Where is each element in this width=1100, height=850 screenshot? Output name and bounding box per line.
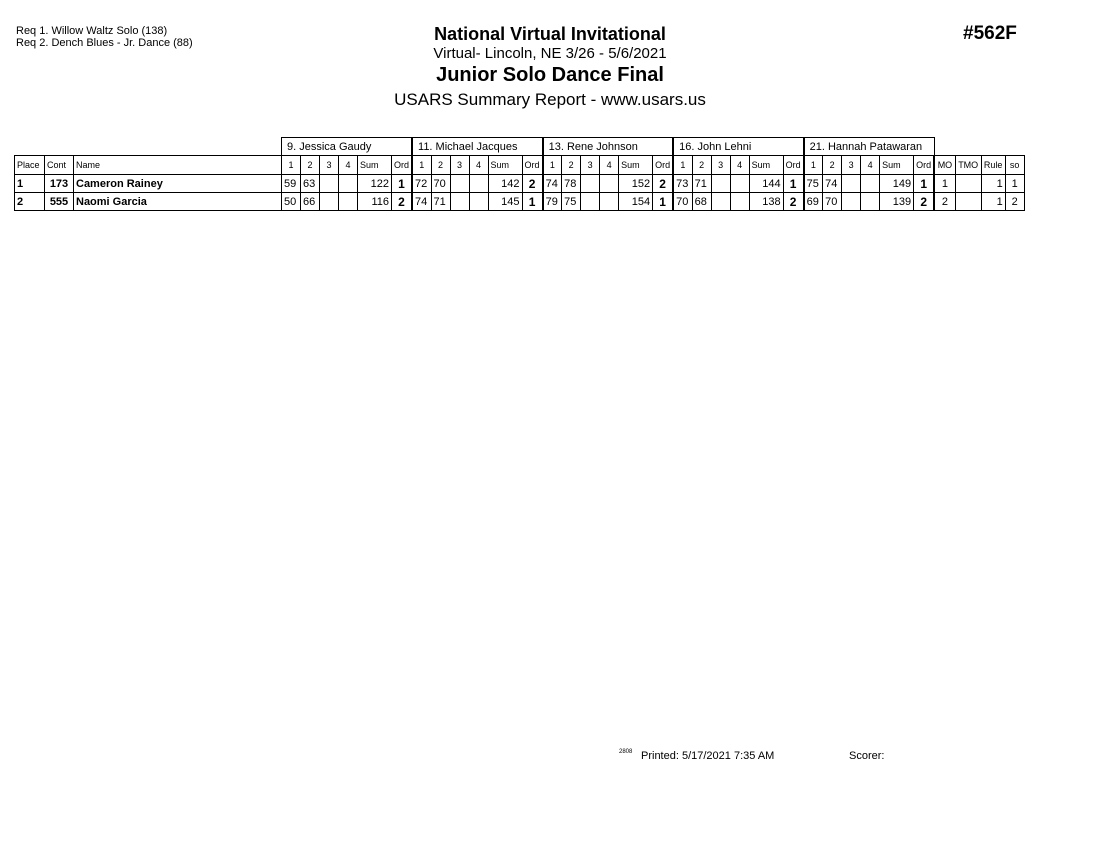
score-3-cell xyxy=(450,175,469,193)
col-header-so: so xyxy=(1005,156,1024,175)
col-header-score-4: 4 xyxy=(600,156,619,175)
score-1-cell: 74 xyxy=(543,175,562,193)
rule-cell: 1 xyxy=(981,193,1005,211)
score-4-cell xyxy=(861,175,880,193)
mo-cell: 1 xyxy=(934,175,955,193)
judge-name: 9. Jessica Gaudy xyxy=(282,138,413,156)
place-cell: 1 xyxy=(15,175,45,193)
place-cell: 2 xyxy=(15,193,45,211)
col-header-place: Place xyxy=(15,156,45,175)
col-header-score-1: 1 xyxy=(804,156,823,175)
event-number: #562F xyxy=(963,23,1017,44)
score-1-cell: 59 xyxy=(282,175,301,193)
score-3-cell xyxy=(842,193,861,211)
col-header-score-1: 1 xyxy=(282,156,301,175)
score-1-cell: 72 xyxy=(412,175,431,193)
col-header-score-3: 3 xyxy=(320,156,339,175)
col-header-sum: Sum xyxy=(749,156,783,175)
score-3-cell xyxy=(581,175,600,193)
col-header-rule: Rule xyxy=(981,156,1005,175)
col-header-score-2: 2 xyxy=(823,156,842,175)
score-3-cell xyxy=(711,175,730,193)
skater-name-cell: Naomi Garcia xyxy=(74,193,282,211)
sum-cell: 142 xyxy=(488,175,522,193)
judge-name: 16. John Lehni xyxy=(673,138,804,156)
score-3-cell xyxy=(842,175,861,193)
ordinal-cell: 1 xyxy=(783,175,804,193)
score-1-cell: 70 xyxy=(673,193,692,211)
ordinal-cell: 2 xyxy=(914,193,935,211)
sum-cell: 145 xyxy=(488,193,522,211)
score-4-cell xyxy=(730,175,749,193)
ordinal-cell: 2 xyxy=(392,193,413,211)
score-2-cell: 68 xyxy=(692,193,711,211)
skater-name-cell: Cameron Rainey xyxy=(74,175,282,193)
col-header-mo: MO xyxy=(934,156,955,175)
table-row xyxy=(15,193,1025,211)
col-header-score-1: 1 xyxy=(412,156,431,175)
judge-name: 13. Rene Johnson xyxy=(543,138,674,156)
score-3-cell xyxy=(711,193,730,211)
version-code: 2808 xyxy=(619,749,633,755)
table-row xyxy=(15,175,1025,193)
results-table xyxy=(14,137,1025,211)
score-4-cell xyxy=(339,193,358,211)
col-header-score-2: 2 xyxy=(562,156,581,175)
score-4-cell xyxy=(600,175,619,193)
score-1-cell: 69 xyxy=(804,193,823,211)
col-header-score-3: 3 xyxy=(711,156,730,175)
score-4-cell xyxy=(469,175,488,193)
score-3-cell xyxy=(581,193,600,211)
col-header-ord: Ord xyxy=(783,156,804,175)
score-4-cell xyxy=(730,193,749,211)
printed-timestamp: Printed: 5/17/2021 7:35 AM xyxy=(641,750,775,762)
sum-cell: 154 xyxy=(619,193,653,211)
col-header-score-4: 4 xyxy=(469,156,488,175)
score-1-cell: 73 xyxy=(673,175,692,193)
sum-cell: 152 xyxy=(619,175,653,193)
score-2-cell: 78 xyxy=(562,175,581,193)
ordinal-cell: 2 xyxy=(522,175,543,193)
col-header-ord: Ord xyxy=(522,156,543,175)
requirement-2: Req 2. Dench Blues - Jr. Dance (88) xyxy=(16,37,193,49)
score-1-cell: 75 xyxy=(804,175,823,193)
score-2-cell: 71 xyxy=(692,175,711,193)
col-header-score-1: 1 xyxy=(543,156,562,175)
results-body xyxy=(15,175,1025,211)
col-header-sum: Sum xyxy=(880,156,914,175)
sum-cell: 116 xyxy=(358,193,392,211)
score-2-cell: 74 xyxy=(823,175,842,193)
event-title: Junior Solo Dance Final xyxy=(436,64,664,86)
sum-cell: 122 xyxy=(358,175,392,193)
rule-cell: 1 xyxy=(981,175,1005,193)
sum-cell: 138 xyxy=(749,193,783,211)
judge-header-row xyxy=(15,138,1025,156)
score-4-cell xyxy=(861,193,880,211)
ordinal-cell: 2 xyxy=(653,175,674,193)
score-1-cell: 50 xyxy=(282,193,301,211)
score-4-cell xyxy=(339,175,358,193)
requirements-list xyxy=(16,25,193,49)
mo-cell: 2 xyxy=(934,193,955,211)
col-header-ord: Ord xyxy=(392,156,413,175)
so-cell: 2 xyxy=(1005,193,1024,211)
tmo-cell xyxy=(955,193,981,211)
tmo-cell xyxy=(955,175,981,193)
col-header-sum: Sum xyxy=(358,156,392,175)
score-1-cell: 74 xyxy=(412,193,431,211)
judge-name: 21. Hannah Patawaran xyxy=(804,138,935,156)
col-header-score-2: 2 xyxy=(692,156,711,175)
col-header-score-3: 3 xyxy=(450,156,469,175)
judge-name: 11. Michael Jacques xyxy=(412,138,543,156)
report-title: USARS Summary Report - www.usars.us xyxy=(394,90,706,109)
score-2-cell: 66 xyxy=(301,193,320,211)
competition-location: Virtual- Lincoln, NE 3/26 - 5/6/2021 xyxy=(433,45,667,62)
score-2-cell: 70 xyxy=(431,175,450,193)
ordinal-cell: 2 xyxy=(783,193,804,211)
col-header-score-2: 2 xyxy=(431,156,450,175)
col-header-score-4: 4 xyxy=(339,156,358,175)
score-4-cell xyxy=(469,193,488,211)
score-2-cell: 70 xyxy=(823,193,842,211)
col-header-cont: Cont xyxy=(45,156,74,175)
score-2-cell: 71 xyxy=(431,193,450,211)
so-cell: 1 xyxy=(1005,175,1024,193)
requirement-1: Req 1. Willow Waltz Solo (138) xyxy=(16,25,168,37)
sum-cell: 149 xyxy=(880,175,914,193)
scorer-label: Scorer: xyxy=(849,750,885,762)
col-header-sum: Sum xyxy=(619,156,653,175)
col-header-score-3: 3 xyxy=(842,156,861,175)
col-header-ord: Ord xyxy=(653,156,674,175)
contestant-number-cell: 173 xyxy=(45,175,74,193)
col-header-tmo: TMO xyxy=(955,156,981,175)
score-2-cell: 63 xyxy=(301,175,320,193)
col-header-ord: Ord xyxy=(914,156,935,175)
score-3-cell xyxy=(320,175,339,193)
score-1-cell: 79 xyxy=(543,193,562,211)
score-3-cell xyxy=(320,193,339,211)
ordinal-cell: 1 xyxy=(522,193,543,211)
contestant-number-cell: 555 xyxy=(45,193,74,211)
col-header-score-2: 2 xyxy=(301,156,320,175)
sum-cell: 139 xyxy=(880,193,914,211)
sum-cell: 144 xyxy=(749,175,783,193)
col-header-score-1: 1 xyxy=(673,156,692,175)
ordinal-cell: 1 xyxy=(653,193,674,211)
score-3-cell xyxy=(450,193,469,211)
competition-title: National Virtual Invitational xyxy=(434,24,666,44)
col-header-score-4: 4 xyxy=(861,156,880,175)
ordinal-cell: 1 xyxy=(392,175,413,193)
score-4-cell xyxy=(600,193,619,211)
col-header-score-3: 3 xyxy=(581,156,600,175)
ordinal-cell: 1 xyxy=(914,175,935,193)
col-header-name: Name xyxy=(74,156,282,175)
column-header-row xyxy=(15,156,1025,175)
col-header-sum: Sum xyxy=(488,156,522,175)
col-header-score-4: 4 xyxy=(730,156,749,175)
score-2-cell: 75 xyxy=(562,193,581,211)
